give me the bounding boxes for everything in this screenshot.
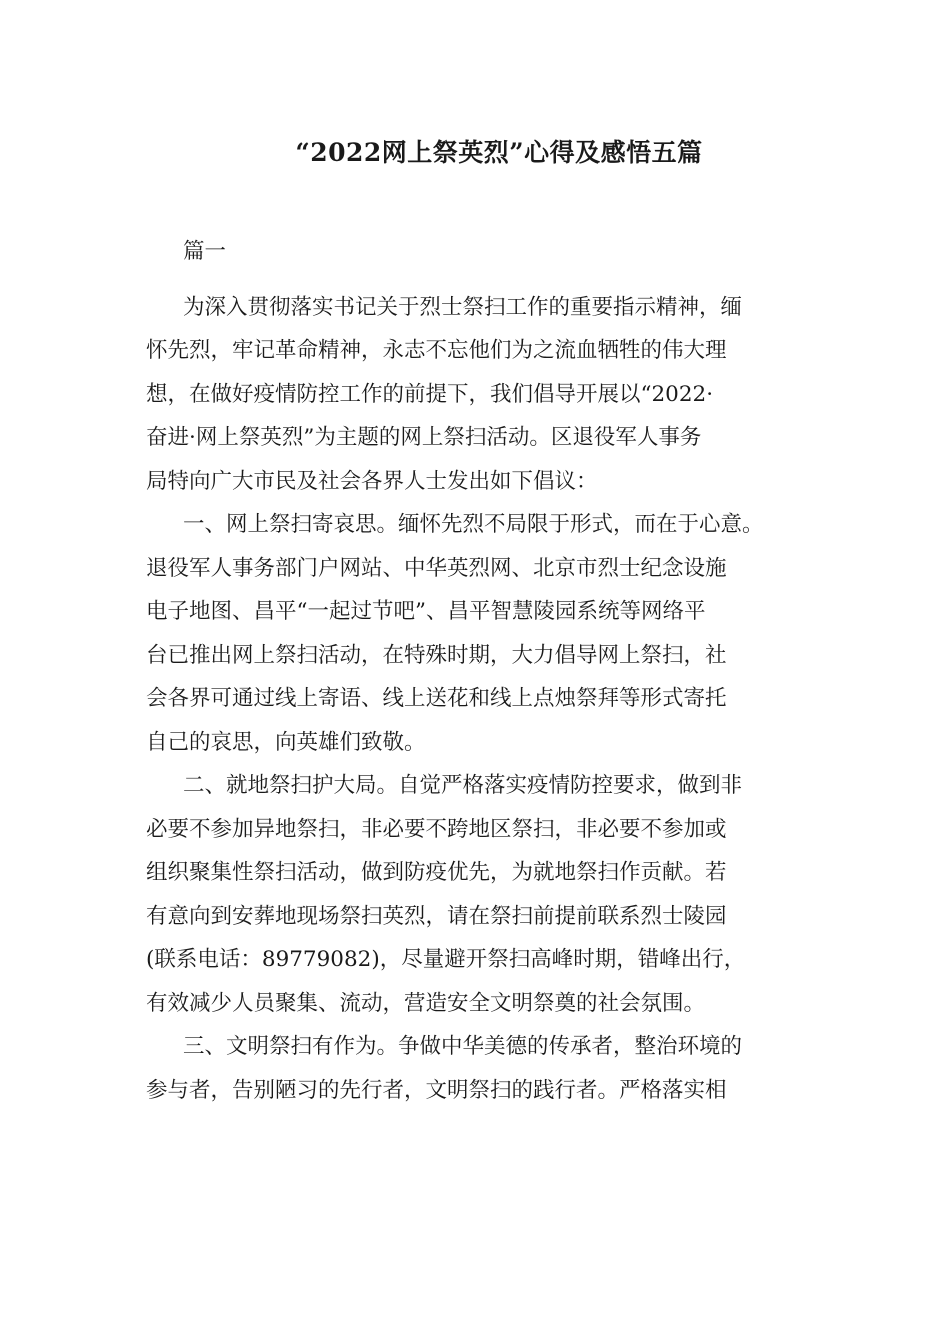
paragraph-line: 局特向广大市民及社会各界人士发出如下倡议： [146, 468, 598, 494]
section-label: 篇一 [183, 239, 227, 264]
paragraph-line: 有意向到安葬地现场祭扫英烈，请在祭扫前提前联系烈士陵园 [146, 903, 727, 929]
paragraph-line: 会各界可通过线上寄语、线上送花和线上点烛祭拜等形式寄托 [146, 686, 727, 711]
document-body [146, 230, 826, 1112]
paragraph-1 [146, 286, 826, 504]
document-title: “2022网上祭英烈”心得及感悟五篇 [295, 138, 703, 167]
paragraph-line: 三、文明祭扫有作为。争做中华美德的传承者，整治环境的 [183, 1034, 743, 1059]
paragraph-line: 怀先烈，牢记革命精神，永志不忘他们为之流血牺牲的伟大理 [146, 338, 727, 363]
paragraph-line: 退役军人事务部门户网站、中华英烈网、北京市烈士纪念设施 [146, 555, 727, 581]
paragraph-line: 有效减少人员聚集、流动，营造安全文明祭奠的社会氛围。 [146, 990, 706, 1016]
paragraph-2 [146, 503, 826, 764]
paragraph-line: 为深入贯彻落实书记关于烈士祭扫工作的重要指示精神，缅 [183, 294, 743, 320]
paragraph-line: 参与者，告别陋习的先行者，文明祭扫的践行者。严格落实相 [146, 1077, 727, 1103]
paragraph-line: 自己的哀思，向英雄们致敬。 [146, 729, 426, 755]
paragraph-line: (联系电话：89779082)，尽量避开祭扫高峰时期，错峰出行， [146, 947, 746, 972]
paragraph-3 [146, 764, 826, 1025]
paragraph-line: 二、就地祭扫护大局。自觉严格落实疫情防控要求，做到非 [183, 773, 743, 798]
paragraph-line: 一、网上祭扫寄哀思。缅怀先烈不局限于形式，而在于心意。 [183, 512, 764, 537]
paragraph-line: 想，在做好疫情防控工作的前提下，我们倡导开展以“2022· [146, 381, 714, 407]
paragraph-line: 组织聚集性祭扫活动，做到防疫优先，为就地祭扫作贡献。若 [146, 860, 727, 885]
paragraph-line: 台已推出网上祭扫活动，在特殊时期，大力倡导网上祭扫，社 [146, 642, 727, 668]
paragraph-line: 必要不参加异地祭扫，非必要不跨地区祭扫，非必要不参加或 [146, 816, 727, 842]
spacer [146, 274, 826, 286]
paragraph-4 [146, 1025, 826, 1112]
paragraph-line: 电子地图、昌平“一起过节吧”、昌平智慧陵园系统等网络平 [146, 599, 706, 624]
paragraph-line: 奋进·网上祭英烈”为主题的网上祭扫活动。区退役军人事务 [146, 425, 702, 450]
